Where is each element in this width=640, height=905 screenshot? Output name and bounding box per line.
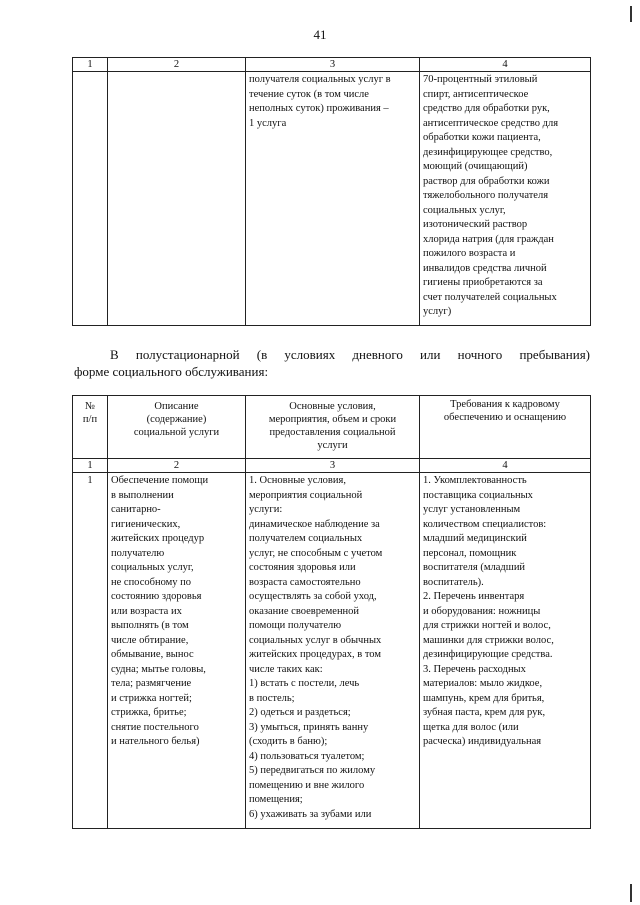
text-line: помещению и вне жилого	[249, 779, 365, 791]
header-line: предоставления социальной	[269, 427, 396, 438]
text-line: Обеспечение помощи	[111, 475, 209, 486]
text-line: неполных суток) проживания –	[249, 103, 389, 114]
text-line: (сходить в баню);	[249, 736, 328, 747]
text-line: 2. Перечень инвентаря	[423, 591, 525, 602]
text-line: оказание своевременной	[249, 605, 360, 617]
text-line: спирт, антисептическое	[423, 88, 529, 100]
header-line: мероприятия, объем и сроки	[268, 414, 397, 425]
text-line: числе таких как:	[249, 663, 323, 675]
text-line: и нательного белья)	[111, 736, 200, 747]
text-line: состоянию здоровья	[111, 591, 202, 602]
text-line: и стрижка ногтей;	[111, 692, 192, 704]
text-line: гигиены приобретаются за	[423, 277, 543, 288]
text-line: социальных услуг,	[423, 204, 506, 216]
text-line: услуг, не способным с учетом	[249, 547, 383, 559]
text-line: 2) одеться и раздеться;	[249, 707, 351, 718]
text-line: динамическое наблюдение за	[249, 518, 380, 530]
text-line: в выполнении	[111, 489, 174, 501]
text-line: средство для обработки рук,	[423, 103, 550, 114]
services-table	[72, 395, 591, 829]
text-line: числе обтирание,	[111, 634, 189, 646]
text-line: 3. Перечень расходных	[423, 663, 526, 675]
text-line: житейских процедур	[111, 533, 205, 544]
text-line: раствор для обработки кожи	[423, 175, 550, 187]
text-line: поставщика социальных	[423, 489, 533, 501]
text-line: зубная паста, крем для рук,	[423, 707, 546, 718]
text-line: течение суток (в том числе	[249, 88, 369, 100]
text-line: для стрижки ногтей и волос,	[423, 620, 551, 631]
text-line: житейских процедурах, в том	[249, 649, 381, 660]
text-line: младший медицинский	[423, 533, 527, 544]
text-line: не способному по	[111, 576, 192, 588]
header-line: социальной услуги	[133, 427, 220, 438]
header-conditions	[246, 396, 420, 459]
text-line: моющий (очищающий)	[423, 161, 528, 172]
text-line: 1 услуга	[249, 117, 287, 129]
column-number-1: 1	[73, 58, 108, 72]
table1-cell-3	[246, 72, 420, 326]
text-line: изотонический раствор	[423, 219, 528, 230]
header-description	[108, 396, 246, 459]
text-line: возраста самостоятельно	[249, 576, 361, 588]
service-description	[108, 473, 246, 829]
text-line: счет получателей социальных	[423, 291, 557, 303]
column-number-3: 3	[246, 58, 420, 72]
text-line: получателем социальных	[249, 533, 363, 544]
text-line: социальных услуг,	[111, 562, 194, 573]
column-number-1: 1	[73, 459, 108, 473]
text-line: хлорида натрия (для граждан	[423, 233, 554, 245]
text-line: в постель;	[249, 692, 295, 704]
text-line: материалов: мыло жидкое,	[423, 678, 543, 689]
service-requirements	[420, 473, 591, 829]
header-requirements	[420, 396, 591, 459]
text-line: воспитателя (младший	[423, 562, 526, 573]
text-line: антисептическое средство для	[423, 117, 559, 129]
text-line: 70-процентный этиловый	[423, 74, 538, 85]
intro-line-1: В полустационарной (в условиях дневного или ночного пребывания)	[110, 347, 590, 362]
header-line: Основные условия,	[289, 401, 376, 412]
table1-cell-1	[73, 72, 108, 326]
column-number-2: 2	[108, 459, 246, 473]
text-line: персонал, помощник	[423, 547, 517, 559]
column-number-2: 2	[108, 58, 246, 72]
intro-line-2: форме социального обслуживания:	[74, 364, 269, 379]
scan-edge-mark	[630, 6, 632, 22]
column-number-3: 3	[246, 459, 420, 473]
text-line: 6) ухаживать за зубами или	[249, 808, 372, 820]
text-line: стрижка, бритье;	[111, 707, 187, 718]
text-line: инвалидов средства личной	[423, 262, 547, 274]
text-line: 4) пользоваться туалетом;	[249, 750, 365, 762]
continuation-table	[72, 57, 591, 326]
text-line: услуг)	[423, 306, 452, 317]
table-row	[73, 473, 591, 829]
text-line: помощи получателю	[249, 620, 342, 631]
text-line: получателя социальных услуг в	[249, 74, 391, 85]
text-line: санитарно-	[111, 504, 161, 515]
text-line: количеством специалистов:	[423, 518, 547, 530]
text-line: обмывание, вынос	[111, 649, 194, 660]
row-number: 1	[73, 473, 108, 829]
text-line: 5) передвигаться по жилому	[249, 765, 376, 776]
text-line: тела; размягчение	[111, 678, 192, 689]
scan-edge-mark-bottom	[630, 884, 632, 902]
text-line: дезинфицирующие средства.	[423, 649, 553, 660]
text-line: социальных услуг в обычных	[249, 634, 382, 646]
page-number: 41	[313, 27, 327, 42]
text-line: обработки кожи пациента,	[423, 132, 541, 143]
header-line: (содержание)	[146, 414, 207, 425]
text-line: 1. Основные условия,	[249, 475, 346, 486]
text-line: пожилого возраста и	[423, 248, 516, 259]
text-line: состояния здоровья или	[249, 562, 356, 573]
text-line: тяжелобольного получателя	[423, 190, 549, 201]
header-line: п/п	[82, 414, 98, 425]
text-line: и оборудования: ножницы	[423, 605, 541, 617]
table1-cell-4	[420, 72, 591, 326]
text-line: снятие постельного	[111, 721, 199, 733]
header-line: услуги	[317, 440, 348, 451]
text-line: или возраста их	[111, 605, 182, 617]
text-line: шампунь, крем для бритья,	[423, 692, 545, 704]
text-line: расческа) индивидуальная	[423, 736, 542, 747]
text-line: 3) умыться, принять ванну	[249, 721, 369, 733]
section-intro	[74, 346, 590, 380]
text-line: услуг установленным	[423, 504, 521, 515]
header-line: Требования к кадровому	[450, 399, 560, 410]
text-line: судна; мытье головы,	[111, 663, 206, 675]
text-line: гигиенических,	[111, 518, 181, 530]
header-line: Описание	[154, 401, 199, 412]
column-number-4: 4	[420, 459, 591, 473]
text-line: помещения;	[249, 794, 303, 805]
text-line: дезинфицирующее средство,	[423, 146, 553, 158]
text-line: машинки для стрижки волос,	[423, 634, 554, 646]
text-line: услуги:	[249, 504, 283, 515]
text-line: воспитатель).	[423, 576, 484, 588]
service-conditions	[246, 473, 420, 829]
text-line: щетка для волос (или	[423, 721, 519, 733]
text-line: выполнять (в том	[111, 620, 189, 631]
text-line: 1) встать с постели, лечь	[249, 678, 360, 689]
header-line: обеспечению и оснащению	[443, 412, 567, 423]
text-line: 1. Укомплектованность	[423, 475, 527, 486]
text-line: получателю	[111, 547, 165, 559]
header-line: №	[84, 401, 96, 412]
column-number-4: 4	[420, 58, 591, 72]
text-line: осуществлять за собой уход,	[249, 591, 377, 602]
text-line: мероприятия социальной	[249, 489, 363, 501]
header-number	[73, 396, 108, 459]
table1-cell-2	[108, 72, 246, 326]
